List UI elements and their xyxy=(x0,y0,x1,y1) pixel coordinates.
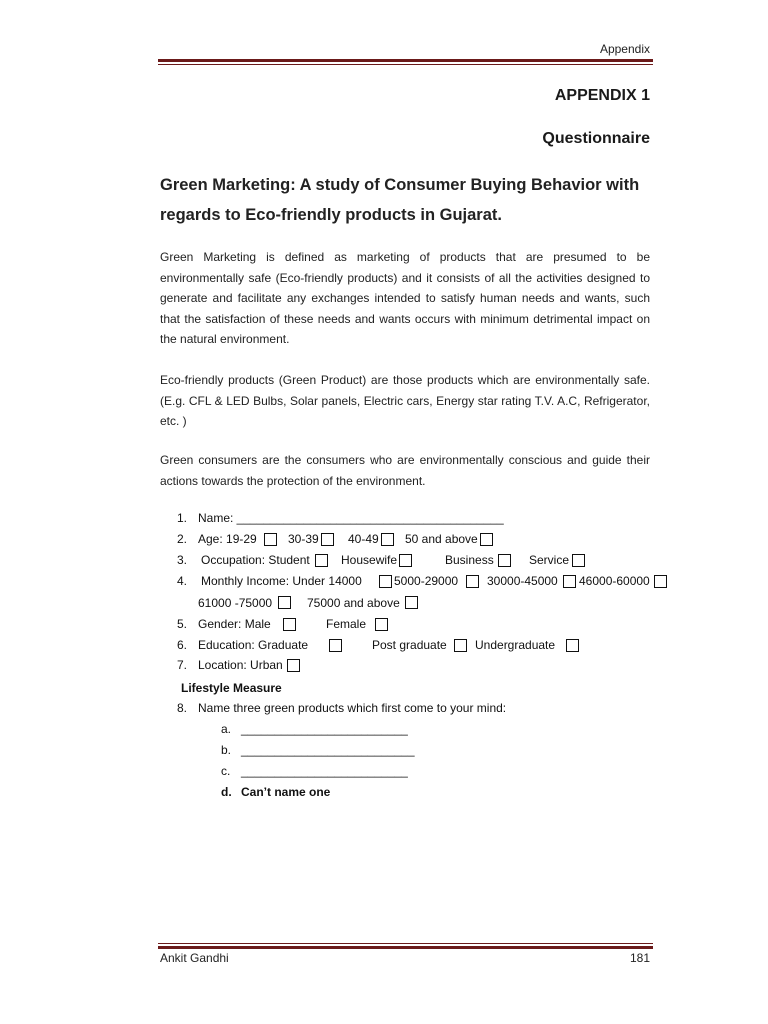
age-50-above-label: 50 and above xyxy=(405,532,478,546)
paragraph-green-consumers: Green consumers are the consumers who are environmentally conscious and guide their actions towards the protection of the environment. xyxy=(160,453,650,488)
appendix-title: APPENDIX 1 xyxy=(554,87,650,104)
footer-rule-thin xyxy=(158,943,653,944)
gender-female-checkbox[interactable] xyxy=(375,618,388,631)
q1-number: 1. xyxy=(177,511,188,525)
income-5000-29000-label: 5000-29000 xyxy=(394,574,459,588)
q8-option-cant-name[interactable]: Can’t name one xyxy=(241,785,331,799)
income-30000-45000-checkbox[interactable] xyxy=(563,575,576,588)
income-5000-29000-checkbox[interactable] xyxy=(466,575,479,588)
occupation-student-checkbox[interactable] xyxy=(315,554,328,567)
lifestyle-measure-heading: Lifestyle Measure xyxy=(181,681,282,695)
gender-female-label: Female xyxy=(326,617,367,631)
education-postgraduate-label: Post graduate xyxy=(372,638,447,652)
q8-label: Name three green products which first come to your mind: xyxy=(198,701,507,715)
location-urban-checkbox[interactable] xyxy=(287,659,300,672)
income-46000-60000-checkbox[interactable] xyxy=(654,575,667,588)
age-50-above-checkbox[interactable] xyxy=(480,533,493,546)
occupation-housewife-checkbox[interactable] xyxy=(399,554,412,567)
occupation-service-label: Service xyxy=(529,553,570,567)
q4-label: Monthly Income: Under 14000 xyxy=(201,574,362,588)
paragraph-eco-products: Eco-friendly products (Green Product) are those products which are environmentally safe. (E.g. CFL & LED Bulbs, Solar panels, Electric cars, Energy star rating T.V. A.C, Refrigerator, etc. ) xyxy=(160,373,650,429)
income-under-14000-checkbox[interactable] xyxy=(379,575,392,588)
age-40-49-checkbox[interactable] xyxy=(381,533,394,546)
occupation-business-checkbox[interactable] xyxy=(498,554,511,567)
q8-number: 8. xyxy=(177,701,188,715)
q8-answer-b-field[interactable]: __________________________ xyxy=(241,743,415,757)
age-30-39-label: 30-39 xyxy=(288,532,319,546)
occupation-service-checkbox[interactable] xyxy=(572,554,585,567)
education-undergraduate-checkbox[interactable] xyxy=(566,639,579,652)
appendix-subtitle: Questionnaire xyxy=(542,130,650,147)
q6-number: 6. xyxy=(177,638,188,652)
study-title: Green Marketing: A study of Consumer Buying Behavior with regards to Eco-friendly products in Gujarat. xyxy=(160,176,640,224)
header-rule xyxy=(158,59,653,62)
income-61000-75000-label: 61000 -75000 xyxy=(198,596,273,610)
age-40-49-label: 40-49 xyxy=(348,532,379,546)
footer-author: Ankit Gandhi xyxy=(160,951,229,965)
q8-answer-a-field[interactable]: _________________________ xyxy=(241,722,408,736)
q3-label: Occupation: Student xyxy=(201,553,310,567)
age-30-39-checkbox[interactable] xyxy=(321,533,334,546)
running-header: Appendix xyxy=(599,42,650,56)
age-19-29-checkbox[interactable] xyxy=(264,533,277,546)
header-rule-thin xyxy=(158,64,653,65)
income-61000-75000-checkbox[interactable] xyxy=(278,596,291,609)
footer-rule xyxy=(158,946,653,949)
q3-number: 3. xyxy=(177,553,188,567)
income-30000-45000-label: 30000-45000 xyxy=(487,574,558,588)
q1-name-field[interactable]: Name: ________________________________________ xyxy=(198,511,504,525)
education-postgraduate-checkbox[interactable] xyxy=(454,639,467,652)
occupation-business-label: Business xyxy=(445,553,494,567)
q2-label: Age: 19-29 xyxy=(198,532,257,546)
q8-item-letter: a. xyxy=(221,722,232,736)
q8-answer-c-field[interactable]: _________________________ xyxy=(241,764,408,778)
q8-item-letter: b. xyxy=(221,743,232,757)
income-75000-above-label: 75000 and above xyxy=(307,596,400,610)
q6-label: Education: Graduate xyxy=(198,638,309,652)
q2-number: 2. xyxy=(177,532,188,546)
gender-male-checkbox[interactable] xyxy=(283,618,296,631)
q8-item-letter: d. xyxy=(221,785,232,799)
education-undergraduate-label: Undergraduate xyxy=(475,638,556,652)
income-75000-above-checkbox[interactable] xyxy=(405,596,418,609)
income-46000-60000-label: 46000-60000 xyxy=(579,574,650,588)
q5-number: 5. xyxy=(177,617,188,631)
q8-item-letter: c. xyxy=(221,764,231,778)
education-graduate-checkbox[interactable] xyxy=(329,639,342,652)
q5-label: Gender: Male xyxy=(198,617,271,631)
q4-number: 4. xyxy=(177,574,188,588)
page-number: 181 xyxy=(629,951,650,965)
q7-label: Location: Urban xyxy=(198,658,283,672)
q7-number: 7. xyxy=(177,658,188,672)
paragraph-definition: Green Marketing is defined as marketing of products that are presumed to be environmentally safe (Eco-friendly products) and it consists of all the activities designed to generate and facilitate any exchanges intended to satisfy human needs and wants, such that the satisfaction of these needs and wants occurs with minimum detrimental impact on the natural environment. xyxy=(160,250,650,347)
occupation-housewife-label: Housewife xyxy=(341,553,398,567)
